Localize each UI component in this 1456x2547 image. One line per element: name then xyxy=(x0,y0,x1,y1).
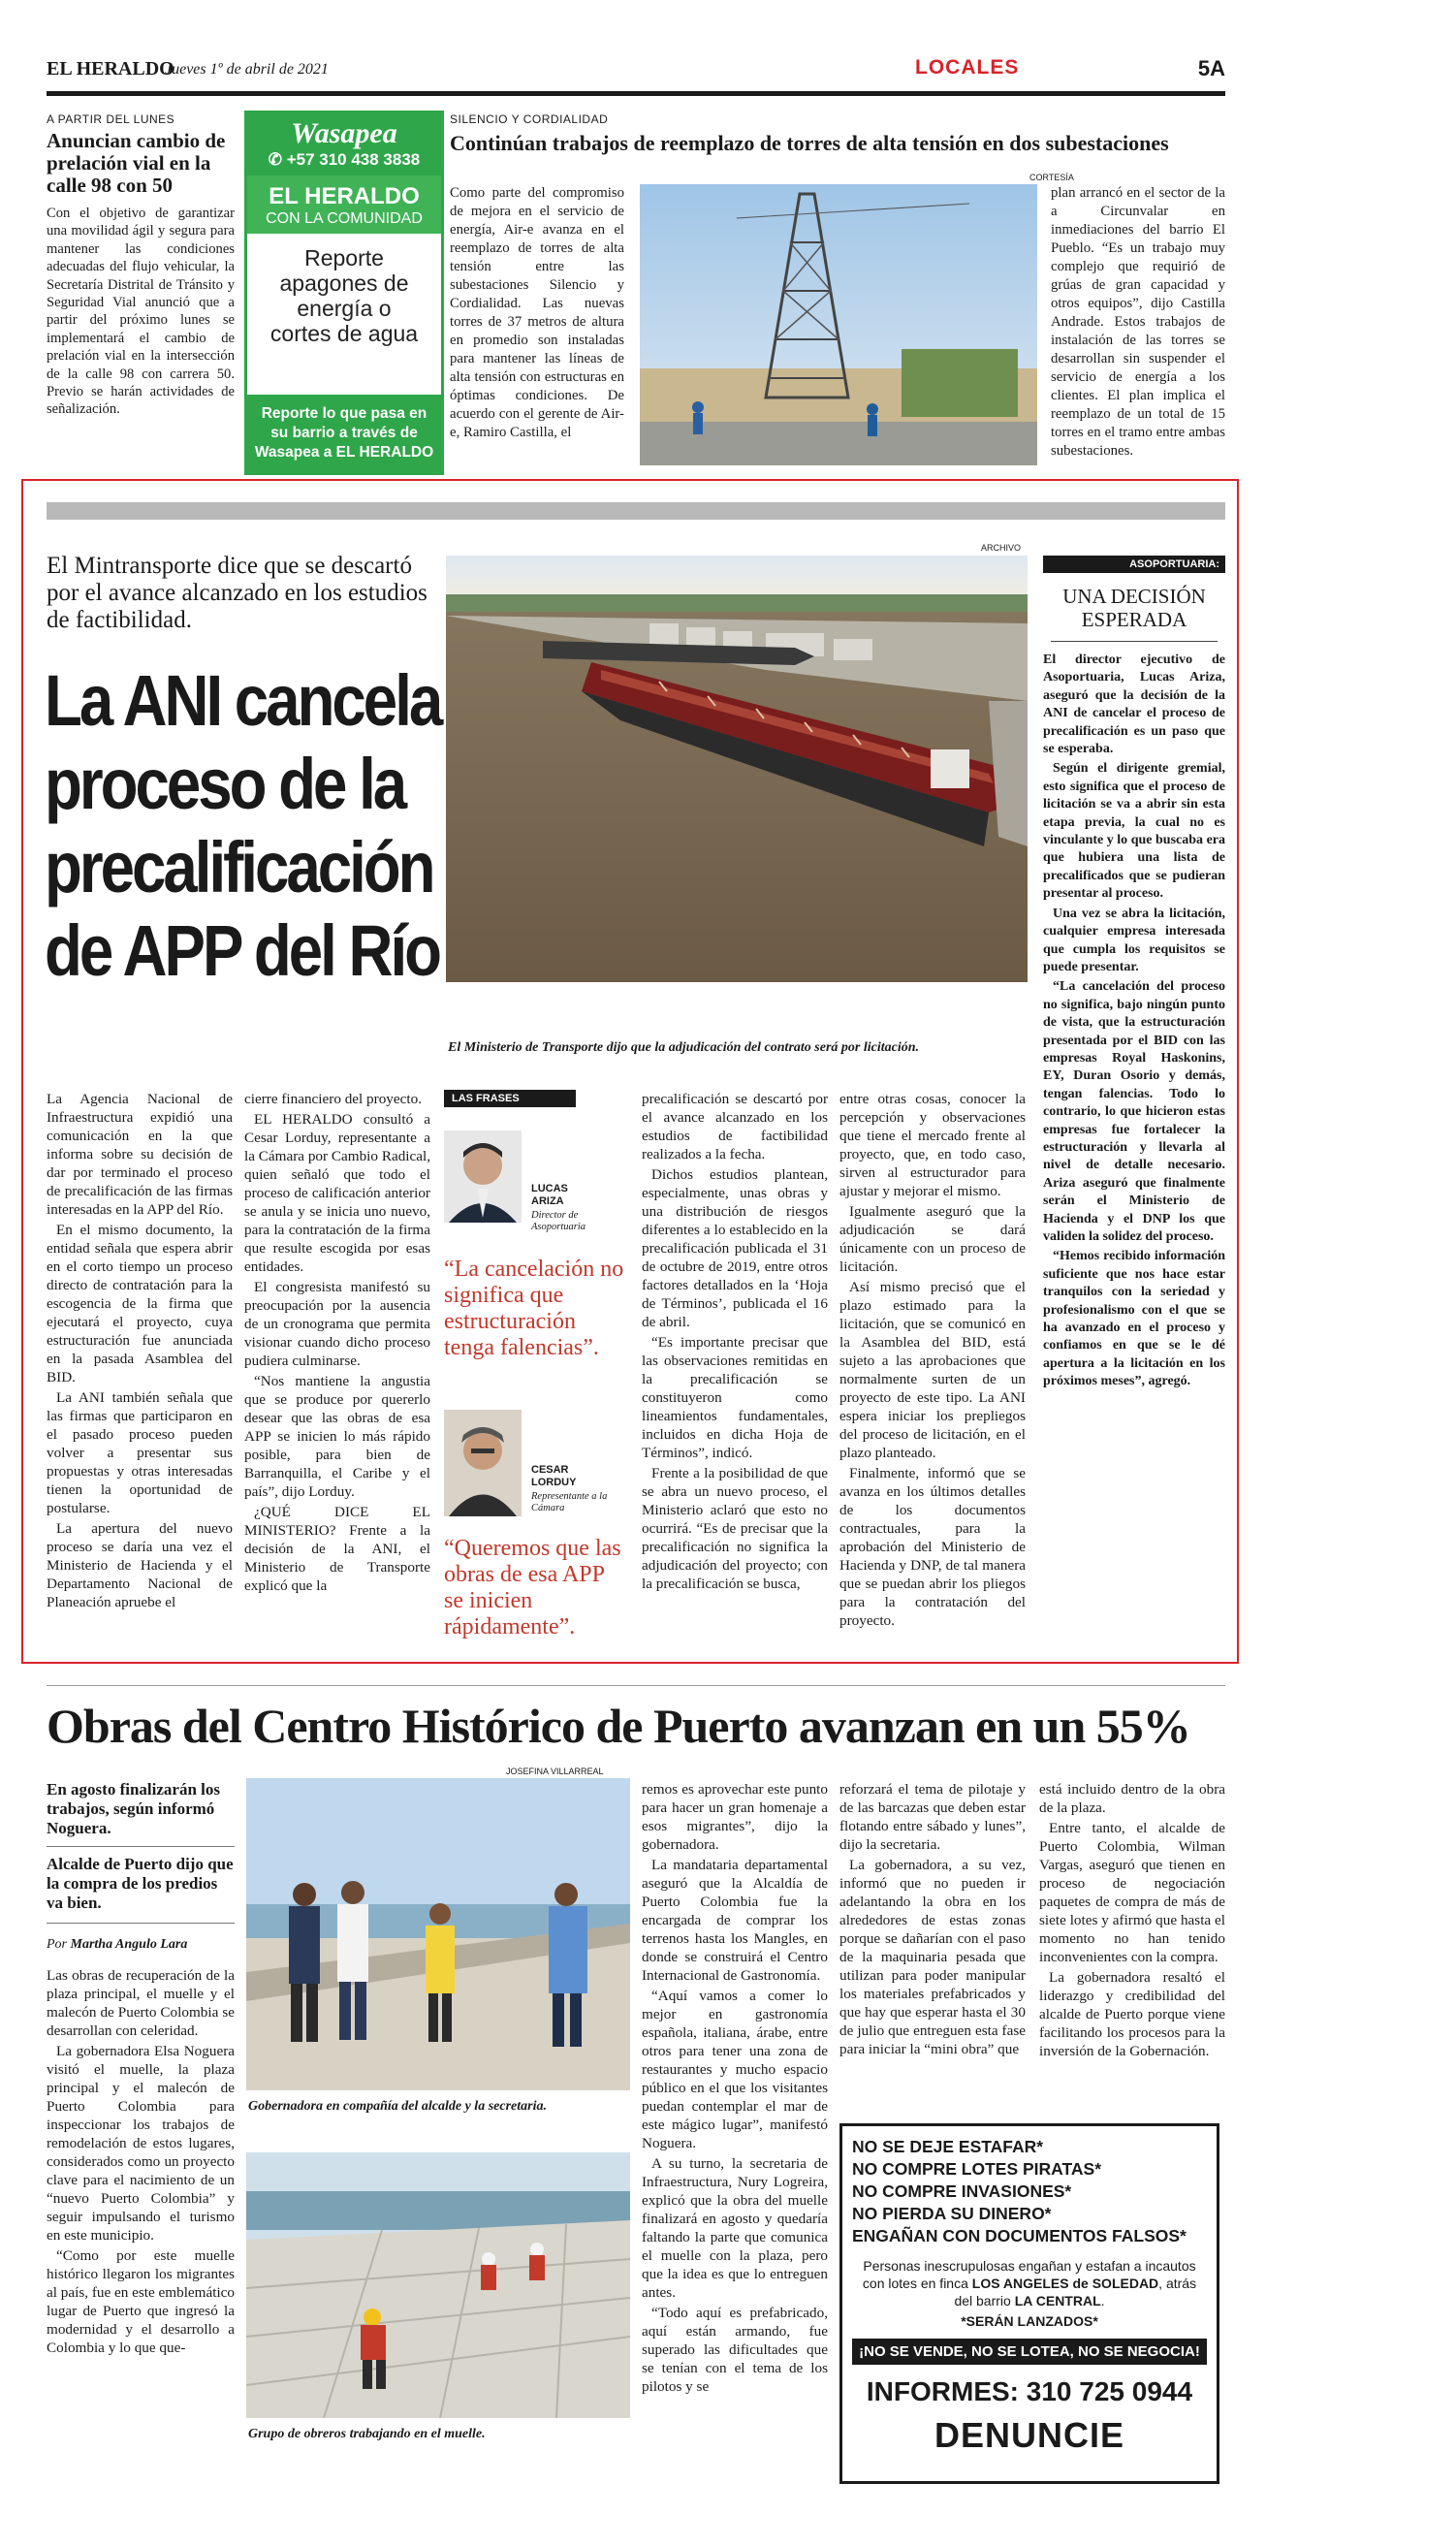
sidebar-p1: El director ejecutivo de Asoportuaria, Lucas Ariza, aseguró que la decisión de la ANI de cancelar el proceso de precalificación es un paso que se esperaba. xyxy=(1043,653,1225,757)
puerto-col4-p1: reforzará el tema de pilotaje y de las barcazas que deben estar flotando entre sábado y lunes”, dijo la secretaria. xyxy=(839,1781,1026,1853)
puerto-col1-p2: La gobernadora Elsa Noguera visitó el muelle, la plaza principal y el malecón de Puerto Colombia para inspeccionar los trabajos de remodelación de estos lugares, considerados como un proyecto clave para el nacimiento de un “nuevo Puerto Colombia” y seguir impulsando el turismo en este municipio. xyxy=(47,2043,235,2244)
top-photo-credit: CORTESÍA xyxy=(1029,173,1074,182)
main-col2-p2: EL HERALDO consultó a Cesar Lorduy, representante a la Cámara por Cambio Radical, quien señaló que todo el proceso de calificación anterior se anula y se inicia uno nuevo, para la contratación de la firma que resulte escogida por esas entidades. xyxy=(244,1111,430,1275)
ad-line4: NO PIERDA SU DINERO* xyxy=(852,2204,1052,2223)
main-col2-p3: El congresista manifestó su preocupación por la ausencia de un cronograma que permita visionar cuando dicho proceso pudiera culminarse. xyxy=(244,1279,430,1369)
puerto-col4-p2: La gobernadora, a su vez, informó que no pueden ir adelantando la obra en los alrededores de estas zonas porque se dañarían con el paso de la maquinaria pesada que utilizan para poder manipular los materiales prefabricados y que hay que esperar hasta el 30 de julio que entreguen esta fase para iniciar la “mini obra” que xyxy=(839,1857,1026,2057)
main-col4-p3: Así mismo precisó que el plazo estimado para la licitación, que se comunicó en la Asamblea del BID, está sujeto a las aprobaciones que normalmente surten de un proyecto de este tipo. La ANI espera iniciar los prepliegos del proceso de licitación, en el plazo planteado. xyxy=(839,1279,1026,1461)
person2-role: Representante a la Cámara xyxy=(531,1491,608,1513)
main-caption: El Ministerio de Transporte dijo que la adjudicación del contrato será por licitación. xyxy=(448,1040,920,1055)
puerto-col1-p3: “Como por este muelle histórico llegaron los migrantes al país, fue en este emblemático lugar de Puerto que ingresó la modernidad y el desarrollo a Colombia y lo que que- xyxy=(47,2247,235,2356)
main-deck: El Mintransporte dice que se descartó por el avance alcanzado en los estudios de factibilidad. xyxy=(47,553,427,633)
top-story-headline: Continúan trabajos de reemplazo de torres de alta tensión en dos subestaciones xyxy=(450,131,1169,155)
issue-date: Jueves 1º de abril de 2021 xyxy=(165,61,329,78)
ad-seran: *SERÁN LANZADOS* xyxy=(961,2313,1098,2329)
main-col3-p4: Frente a la posibilidad de que se abra un nuevo proceso, el Ministerio aclaró que esto no ocurrirá. “Es de precisar que la precalificación no significa la adjudicación del proyecto; con la precalificación se busca, xyxy=(642,1465,828,1592)
main-headline-line2: proceso de la xyxy=(45,744,405,824)
port-photo xyxy=(446,556,1028,982)
ad-line3: NO COMPRE INVASIONES* xyxy=(852,2181,1072,2201)
main-col3-p2: Dichos estudios plantean, especialmente, unas obras y una distribución de riesgos diferentes a lo establecido en la precalificación publicada el 31 de octubre de 2019, entre otros factores detallados en la ‘Hoja de Términos’, publicada el 16 de abril. xyxy=(642,1166,828,1330)
person1-role: Director de Asoportuaria xyxy=(531,1210,586,1232)
puerto-deck1: En agosto finalizarán los trabajos, según informó Noguera. xyxy=(47,1780,235,1847)
top-story-col1: Como parte del compromiso de mejora en el servicio de energía, Air-e avanza en el reemplazo de torres de alta tensión entre las subestaciones Silencio y Cordialidad. Las nuevas torres de 37 metros de altura en promedio son instaladas para mantener las líneas de alta tensión con estructuras en óptimas condiciones. De acuerdo con el gerente de Air-e, Ramiro Castilla, el xyxy=(450,185,624,440)
puerto-caption1: Gobernadora en compañía del alcalde y la secretaria. xyxy=(248,2099,547,2114)
main-col1-p1: La Agencia Nacional de Infraestructura expidió una comunicación en la que informa sobre su decisión de dar por terminado el proceso de precalificación de las firmas interesadas en la APP del Río. xyxy=(47,1091,233,1218)
puerto-col1 xyxy=(47,1966,235,2357)
puerto-col5-p2: Entre tanto, el alcalde de Puerto Colombia, Wilman Vargas, aseguró que tienen en proceso de negociación paquetes de compra de más de siete lotes y afirmó que hasta el momento no han tenido inconvenientes con la compra. xyxy=(1039,1820,1225,1965)
brief-body: Con el objetivo de garantizar una movilidad ágil y segura para mantener las condiciones adecuadas del flujo vehicular, la Secretaría Distrital de Tránsito y Seguridad Vial anunció que a partir del próximo lunes se implementará el cambio de prelación vial en la intersección de la calle 98 con carrera 50. Previo se harán actividades de señalización. xyxy=(47,206,235,418)
workers-photo xyxy=(246,2152,630,2418)
brief-kicker: A PARTIR DEL LUNES xyxy=(47,112,175,126)
sidebar-label: ASOPORTUARIA: xyxy=(1043,556,1225,573)
wasapea-top xyxy=(247,113,441,175)
sidebar-body xyxy=(1043,652,1225,1391)
ad-warnings xyxy=(852,2136,1207,2247)
main-col3-p1: precalificación se descartó por el avance alcanzado en los estudios de factibilidad realizados a la fecha. xyxy=(642,1091,828,1162)
page-header xyxy=(47,56,1225,87)
puerto-col3-p2: La mandataria departamental aseguró que la Alcaldía de Puerto Colombia fue la encargada de comprar los terrenos hasta los Mangles, en donde se construirá el Centro Internacional de Gastronomía. xyxy=(642,1857,828,1984)
ad-line1: NO SE DEJE ESTAFAR* xyxy=(852,2137,1044,2156)
wasapea-brand-line2: CON LA COMUNIDAD xyxy=(266,210,423,227)
ad-line2: NO COMPRE LOTES PIRATAS* xyxy=(852,2159,1102,2179)
puerto-byline: Martha Angulo Lara xyxy=(70,1937,188,1952)
person2-name: CESAR LORDUY xyxy=(531,1464,577,1488)
ad-body xyxy=(852,2257,1207,2309)
quote1: “La cancelación no significa que estructuración tenga falencias”. xyxy=(444,1257,624,1360)
wasapea-box xyxy=(244,111,444,475)
ad-banner: ¡NO SE VENDE, NO SE LOTEA, NO SE NEGOCIA! xyxy=(852,2339,1207,2365)
ad-body-mid: , atrás del barrio xyxy=(954,2276,1197,2308)
main-col3 xyxy=(642,1090,828,1595)
page-number: 5A xyxy=(1197,56,1225,80)
section-name: LOCALES xyxy=(915,56,1020,79)
main-headline-line1: La ANI cancela xyxy=(45,660,441,741)
cesar-lorduy-photo xyxy=(444,1410,522,1516)
main-col2 xyxy=(244,1090,430,1597)
byline-prefix: Por xyxy=(47,1937,67,1952)
whatsapp-icon: ✆ xyxy=(268,150,282,169)
ad-body-place1: LOS ANGELES de SOLEDAD xyxy=(971,2276,1159,2291)
puerto-col5-p3: La gobernadora resaltó el liderazgo y credibilidad del alcalde de Puerto porque viene facilitando los procesos para la inversión de la Gobernación. xyxy=(1039,1969,1225,2059)
frases-label: LAS FRASES xyxy=(444,1090,576,1107)
main-col4 xyxy=(839,1090,1026,1632)
ad-line5: ENGAÑAN CON DOCUMENTOS FALSOS* xyxy=(852,2226,1187,2245)
tower-photo xyxy=(640,184,1037,465)
main-col2-p1: cierre financiero del proyecto. xyxy=(244,1091,422,1107)
puerto-decks xyxy=(47,1780,235,2359)
brief-left xyxy=(47,112,235,419)
puerto-col3-p1: remos es aprovechar este punto para hacer un gran homenaje a esos migrantes”, dijo la gobernadora. xyxy=(642,1781,828,1853)
governor-photo xyxy=(246,1778,630,2090)
ad-body-end: . xyxy=(1100,2293,1105,2308)
sidebar-p4: “La cancelación del proceso no significa, bajo ningún punto de vista, que la estructuración presentada por el BID con las empresas Royal Haskonins, EY, Duran Osorio y demás, tengan falencias. Todo lo contrario, lo que hicieron estas empresas fue fortalecer la estructuración y llevarla al nivel de detalle necesario. Ariza aseguró que finalmente serán el Ministerio de Hacienda y el DNP los que validen la solidez del proceso. xyxy=(1043,979,1225,1244)
main-col2-p5: ¿QUÉ DICE EL MINISTERIO? Frente a la decisión de la ANI, el Ministerio de Transporte explicó que la xyxy=(244,1504,430,1594)
quote2: “Queremos que las obras de esa APP se inicien rápidamente”. xyxy=(444,1536,621,1640)
wasapea-phone-row xyxy=(247,150,441,170)
main-col4-p4: Finalmente, informó que se avanza en los últimos detalles de los documentos contractuales, para la aprobación del Ministerio de Hacienda y DNP, de tal manera que se puedan abrir los pliegos para la contratación del proyecto. xyxy=(839,1465,1026,1629)
wasapea-brand xyxy=(247,175,441,234)
top-story-kicker: SILENCIO Y CORDIALIDAD xyxy=(450,112,609,126)
sidebar-p5: “Hemos recibido información suficiente que nos hace estar tranquilos con la seriedad y profesionalismo con el que se ha avanzado en el proceso y confiamos en que se le dé apertura a la licitación en los próximos meses”, agregó. xyxy=(1043,1249,1225,1389)
puerto-col3-p4: A su turno, la secretaria de Infraestructura, Nury Logreira, explicó que la obra del muelle finalizará en agosto y quedaría faltando la parte que comunica el muelle con la plaza, pero que la idea es que lo entreguen antes. xyxy=(642,2155,828,2301)
ad-informes: INFORMES: 310 725 0944 xyxy=(866,2376,1193,2406)
puerto-col3-p5: “Todo aquí es prefabricado, aquí están armando, fue superado las dificultades que se tenían con el tema de los pilotos y se xyxy=(642,2305,828,2395)
paper-name: EL HERALDO xyxy=(47,58,174,80)
brief-headline: Anuncian cambio de prelación vial en la calle 98 con 50 xyxy=(47,129,226,197)
main-story-topbar xyxy=(47,502,1225,520)
top-story xyxy=(450,112,1225,473)
wasapea-brand-line1: EL HERALDO xyxy=(269,183,420,209)
main-headline-line3: precalificación xyxy=(45,827,433,907)
puerto-headline: Obras del Centro Histórico de Puerto avanzan en un 55% xyxy=(47,1699,1190,1753)
puerto-col5-p1: está incluido dentro de la obra de la plaza. xyxy=(1039,1781,1225,1816)
main-col1-p3: La ANI también señala que las firmas que participaron en el pasado proceso pueden volver a presentar sus propuestas y otras interesadas tienen la oportunidad de postularse. xyxy=(47,1389,233,1516)
puerto-col4 xyxy=(839,1780,1026,2060)
main-col1-p2: En el mismo documento, la entidad señala que espera abrir en el corto tiempo un proceso directo de contratación para la escogencia de la firma que ejecutará el proyecto, cuya estructuración fue anunciada en la pasada Asamblea del BID. xyxy=(47,1222,233,1385)
sidebar-title: UNA DECISIÓN ESPERADA xyxy=(1051,585,1218,642)
header-rule xyxy=(47,91,1225,96)
puerto-rule xyxy=(47,1685,1225,1686)
puerto-deck2: Alcalde de Puerto dijo que la compra de los predios va bien. xyxy=(47,1847,235,1924)
lot-scam-ad xyxy=(839,2123,1219,2484)
puerto-caption2: Grupo de obreros trabajando en el muelle. xyxy=(248,2427,486,2441)
puerto-col3 xyxy=(642,1780,828,2398)
puerto-byline-row xyxy=(47,1937,235,1953)
puerto-col3-p3: “Aquí vamos a comer lo mejor en gastronomía española, italiana, árabe, entre otros para tener una zona de restaurantes y mucho espacio público en el que los visitantes puedan contemplar el mar de este mágico lugar”, manifestó Noguera. xyxy=(642,1988,828,2151)
ad-denuncie: DENUNCIE xyxy=(934,2415,1124,2455)
main-col4-p1: entre otras cosas, conocer la percepción y observaciones que tiene el mercado frente al proyecto, que, en todo caso, sirven al estructurador para ajustar y mejorar el mismo. xyxy=(839,1091,1026,1199)
wasapea-footer: Reporte lo que pasa en su barrio a través de Wasapea a EL HERALDO xyxy=(247,395,441,472)
main-col3-p3: “Es importante precisar que las observaciones remitidas en la precalificación se constituyeron como lineamientos fundamentales, incluidos en dicha Hoja de Términos”, indicó. xyxy=(642,1334,828,1461)
ad-body-pre: Personas inescrupulosas engañan y estafan a incautos con lotes en finca xyxy=(862,2258,1196,2291)
ad-body-place2: LA CENTRAL xyxy=(1014,2293,1101,2308)
main-photo-credit: ARCHIVO xyxy=(981,543,1022,553)
sidebar-p3: Una vez se abra la licitación, cualquier empresa interesada que cumpla los requisitos se puede presentar. xyxy=(1043,906,1225,974)
wasapea-title: Wasapea xyxy=(291,117,397,149)
person1-name: LUCAS ARIZA xyxy=(531,1183,568,1207)
sidebar-p2: Según el dirigente gremial, esto significa que el proceso de licitación se va a abrir sin esta etapa previa, la cual no es vinculante y lo que buscaba era que hubiera una lista de precalificados que se pudieran presentar al proceso. xyxy=(1043,761,1225,902)
wasapea-message: Reporte apagones de energía o cortes de agua xyxy=(269,245,419,346)
top-story-col2: plan arrancó en el sector de la a Circunvalar en inmediaciones del barrio El Pueblo. “Es un trabajo muy complejo que requirió de grúas de gran capacidad y otros equipos”, dijo Castilla Andrade. Estos trabajos de instalación de las torres se desarrollan sin suspender el servicio de energía a los clientes. El plan implica el reemplazo de un total de 15 torres en el tramo entre ambas subestaciones. xyxy=(1051,185,1225,459)
frases-box xyxy=(444,1090,628,1652)
main-headline xyxy=(45,659,441,993)
main-col1-p4: La apertura del nuevo proceso se daría una vez el Ministerio de Hacienda y el Departamento Nacional de Planeación apruebe el xyxy=(47,1520,233,1610)
puerto-col1-p1: Las obras de recuperación de la plaza principal, el muelle y el malecón de Puerto Colombia se desarrollan con celeridad. xyxy=(47,1967,235,2039)
puerto-photo-credit: JOSEFINA VILLARREAL xyxy=(506,1767,604,1776)
wasapea-phone: +57 310 438 3838 xyxy=(286,150,421,169)
main-col1 xyxy=(47,1090,233,1613)
main-headline-line4: de APP del Río xyxy=(45,910,439,991)
lucas-ariza-photo xyxy=(444,1130,522,1223)
main-col4-p2: Igualmente aseguró que la adjudicación se dará únicamente con un proceso de licitación. xyxy=(839,1203,1026,1275)
asoportuaria-sidebar xyxy=(1043,556,1225,1393)
puerto-col5 xyxy=(1039,1780,1225,2062)
main-col2-p4: “Nos mantiene la angustia que se produce por quererlo desear que las obras de esa APP se inicien lo más rápido posible, para bien de Barranquilla, el Caribe y el país”, dijo Lorduy. xyxy=(244,1373,430,1500)
